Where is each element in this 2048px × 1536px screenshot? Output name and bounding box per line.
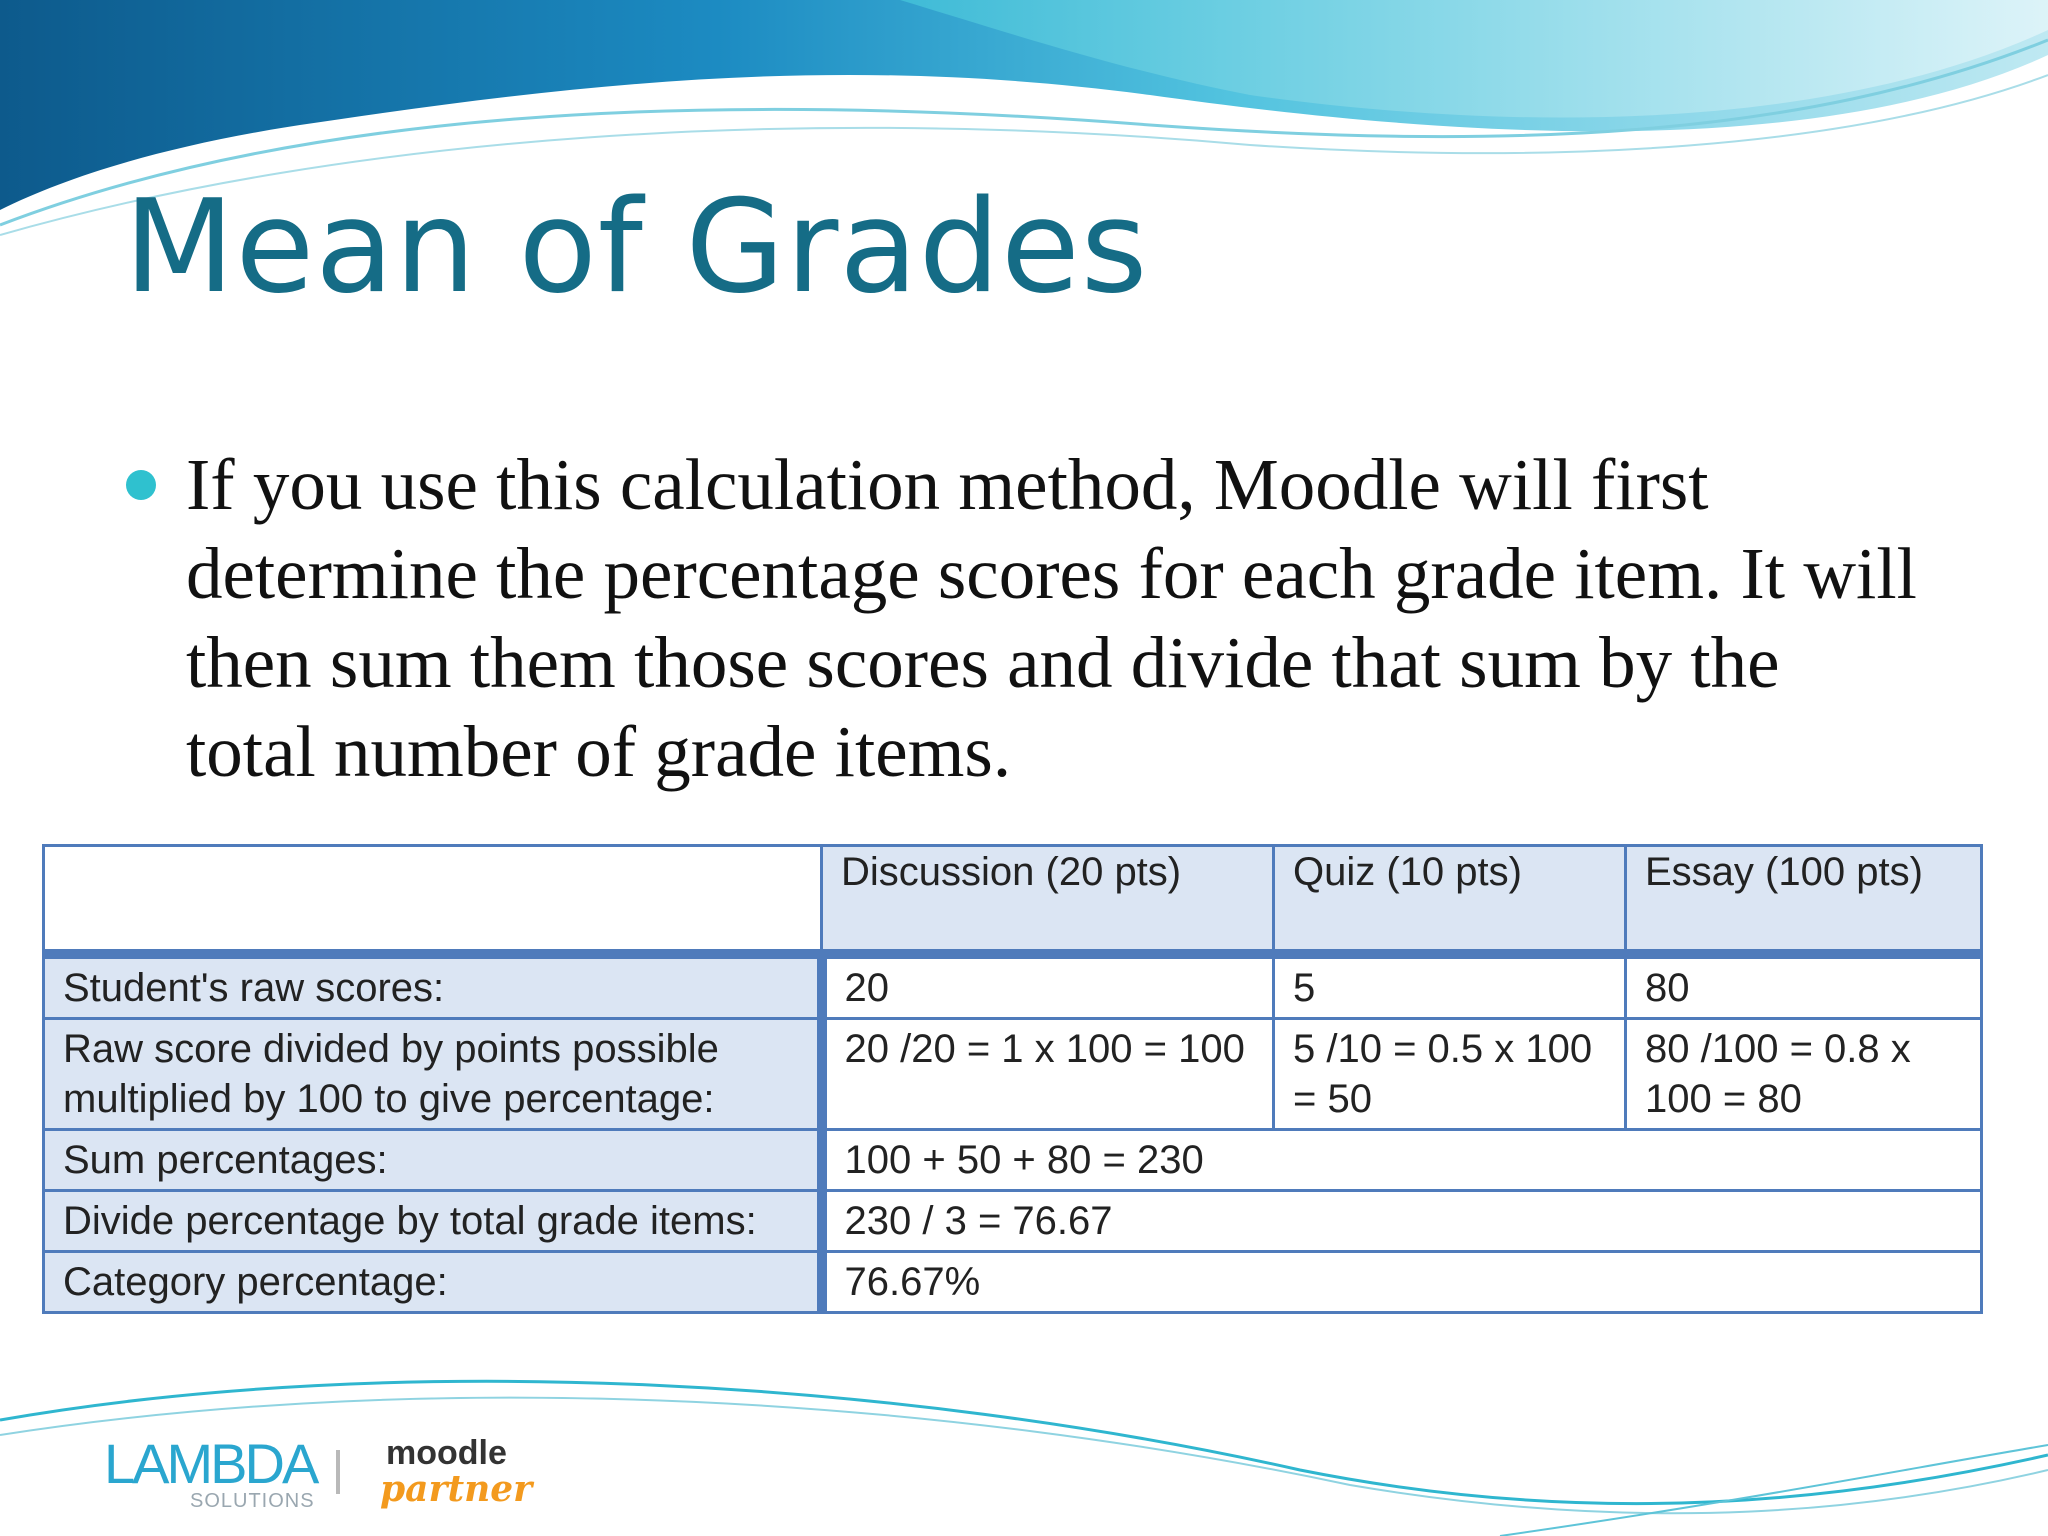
bullet-text: If you use this calculation method, Moodle will first determine the percentage scores for each grade item. It will then sum them those scores and divide that sum by the total number of grade items. [186, 444, 1917, 792]
moodle-logo-word: moodle [386, 1434, 507, 1472]
table-cell: 80 [1626, 954, 1982, 1019]
moodle-partner-word: partner [380, 1468, 533, 1510]
table-cell: 230 / 3 = 76.67 [822, 1191, 1982, 1252]
row-label: Sum percentages: [44, 1130, 822, 1191]
table-row [44, 1191, 1982, 1252]
slide-title: Mean of Grades [124, 173, 1149, 322]
row-label: Student's raw scores: [44, 954, 822, 1019]
table-row [44, 1019, 1982, 1130]
row-label: Raw score divided by points possible multiplied by 100 to give percentage: [44, 1019, 822, 1130]
table-cell: 20 /20 = 1 x 100 = 100 [822, 1019, 1274, 1130]
table-row [44, 1252, 1982, 1313]
logo-divider [336, 1450, 340, 1494]
header-discussion: Discussion (20 pts) [822, 846, 1274, 955]
row-label: Divide percentage by total grade items: [44, 1191, 822, 1252]
lambda-solutions-subtitle: SOLUTIONS [190, 1490, 315, 1512]
table-cell: 5 [1274, 954, 1626, 1019]
table-row [44, 954, 1982, 1019]
header-quiz: Quiz (10 pts) [1274, 846, 1626, 955]
table-cell: 5 /10 = 0.5 x 100 = 50 [1274, 1019, 1626, 1130]
bullet-dot-icon [126, 470, 156, 500]
footer-logos [104, 1432, 544, 1516]
table-cell: 20 [822, 954, 1274, 1019]
header-empty-cell [44, 846, 822, 955]
grade-calculation-table [42, 844, 1983, 1314]
table-cell: 76.67% [822, 1252, 1982, 1313]
table-cell: 100 + 50 + 80 = 230 [822, 1130, 1982, 1191]
table-cell: 80 /100 = 0.8 x 100 = 80 [1626, 1019, 1982, 1130]
header-essay: Essay (100 pts) [1626, 846, 1982, 955]
lambda-solutions-logo: LAMBDA [104, 1432, 317, 1495]
table-row [44, 1130, 1982, 1191]
bullet-point [126, 440, 1926, 796]
row-label: Category percentage: [44, 1252, 822, 1313]
table-header-row [44, 846, 1982, 955]
